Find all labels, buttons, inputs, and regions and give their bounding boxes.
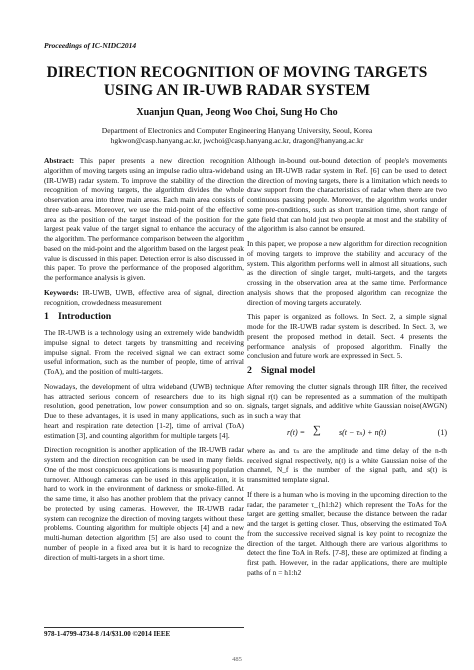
intro-paragraph-2: Nowadays, the development of ultra wideband (UWB) technique has attracted serious concern of researchers due to its high resolution, good penetration, low power consumption and so on. Due to these advantages, it is used in many applications, such as heart and respiration rate detection [1-2], time of arrival (ToA) estimation [3], and counting algorithm for multiple targets [4]. [44,381,244,440]
title-line-2: USING AN IR-UWB RADAR SYSTEM [103,82,371,99]
section-number: 2 [247,365,252,376]
keywords [44,288,244,308]
abstract-text: This paper presents a new direction recognition algorithm of moving targets using an impulse radio ultra-wideband (IR-UWB) radar system. To improve the stability of the direction recognition of moving targets, the algorithm divides the whole observation area into three main areas. Each main area consists of three sub-areas. Moreover, we use the mid-point of the effective area as the position of the target instead of the position for the largest peak value of the target signal to enhance the accuracy of the algorithm. The performance comparison between the algorithm based on the mid-point and the algorithm based on the largest peak value is discussed in this paper. Detection error is also discussed in this paper. To prove the performance of the proposed algorithm, the performance analysis is given. [44,156,244,282]
isbn-footer: 978-1-4799-4734-8 /14/$31.00 ©2014 IEEE [44,630,171,638]
body-paragraph-4: After removing the clutter signals through IIR filter, the received signal r(t) can be represented as a summation of the multipath signals, target signals, and additive white Gaussian noise(AWGN) in such a way that [247,381,447,420]
body-paragraph-2: In this paper, we propose a new algorithm for direction recognition of moving targets to improve the stability and accuracy of the system. This algorithm performs well in almost all situations, such as the direction of single target, multi-targets, and the targets crossing in the observation area at the same time. Performance analysis shows that the proposed algorithm can recognize the direction of moving targets accurately. [247,239,447,307]
equation-rhs: s(t − τₙ) + n(t) [339,427,387,437]
body-paragraph-5: where aₙ and τₙ are the amplitude and time delay of the n-th received signal respectively, n(t) is a white Gaussian noise of the channel, N_f is the number of the signal path, and s(t) is transmitted template signal. [247,445,447,484]
equation-number: (1) [437,427,447,437]
paper-authors: Xuanjun Quan, Jeong Woo Choi, Sung Ho Cho [136,107,338,118]
affiliation-emails: hgkwon@casp.hanyang.ac.kr, jwchoi@casp.hanyang.ac.kr, dragon@hanyang.ac.kr [110,136,364,145]
keywords-label: Keywords: [44,287,79,297]
intro-paragraph-1: The IR-UWB is a technology using an extremely wide bandwidth impulse signal to detect targets by transmitting and receiving impulse signal. From the received signal we can extract some useful information, such as the number of people, time of arrival (ToA), and the position of multi-targets. [44,328,244,376]
section-title: Signal model [261,365,316,376]
body-paragraph-3: This paper is organized as follows. In Sect. 2, a simple signal mode for the IR-UWB radar system is described. In Sect. 3, we present the proposed method in detail. Sect. 4 presents the performance analysis of proposed algorithm. Finally the conclusion and future work are expressed in Sect. 5. [247,312,447,361]
abstract-label: Abstract: [44,156,75,165]
title-line-1: DIRECTION RECOGNITION OF MOVING TARGETS [46,64,428,81]
paper-affiliation [20,126,454,146]
proceedings-header: Proceedings of IC-NIDC2014 [44,41,137,50]
equation-lhs: r(t) = [287,427,306,437]
footer-rule [44,627,244,628]
abstract [44,156,244,283]
section-heading-introduction [44,312,244,322]
section-title: Introduction [58,311,112,323]
affiliation-department: Department of Electronics and Computer Engineering Hanyang University, Seoul, Korea [101,126,373,135]
section-number: 1 [44,311,49,323]
section-heading-signal-model [247,366,447,376]
page-number: 485 [232,656,242,663]
equation-1 [247,423,447,442]
body-paragraph-1: Although in-bound out-bound detection of people's movements using an IR-UWB radar system in Ref. [6] can be used to detect the direction of moving targets, there is a limitation which needs to draw support from the characteristics of radar when there are two continuous passing people. Moreover, the algorithm works under some pre-conditions, such as short transition time, short range of gate field that can hold just two people at most and the stability of the algorithm is also cannot be ensured. [247,156,447,234]
keywords-text: IR-UWB, UWB, effective area of signal, direction recognition, crowdedness measurement [44,287,244,307]
left-column [44,156,244,567]
body-paragraph-6: If there is a human who is moving in the upcoming direction to the radar, the parameter τ_{h1:h2} which represent the ToAs for the target are getting smaller, because the distance between the radar and the target is getting closer. Thus, observing the estimated ToA from the successive received signal is key point to recognize the direction of the target. Although there are various algorithms to detect the fine ToA in Refs. [7-8], these are optimized at finding a first path. However, in the radar applications, there are multiple paths of n = h1:h2 [247,489,447,577]
right-column [247,156,447,583]
paper-title [20,64,454,100]
intro-paragraph-3: Direction recognition is another application of the IR-UWB radar system and the direction recognition can be used in many fields. One of the most conspicuous applications is measuring population turnover. Although cameras can be used in this application, it is hard to work in the environment of darkness or smoke-filled. At the same time, it also has another problem that the privacy cannot be protected by using cameras. However, the IR-UWB radar system can recognize the direction of moving targets without these problems. Counting algorithm for multiple objects [4] and a new multi-human detection algorithm [5] are also used to count the number of people in a fixed area but it is hard to recognize the direction of multi-targets in a short time. [44,445,244,562]
summation-symbol: ∑ [313,423,321,436]
